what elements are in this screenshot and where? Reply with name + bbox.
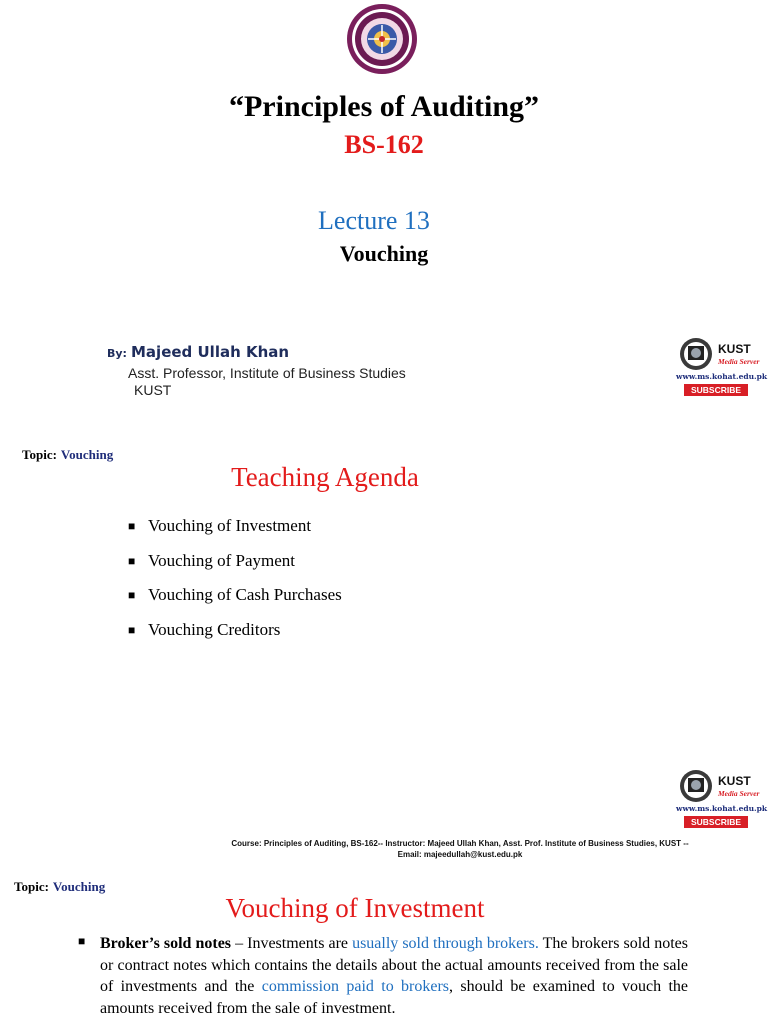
bullet-icon: ■ — [128, 553, 136, 568]
media-logo-tagline: Media Server — [718, 357, 760, 366]
by-label: By: — [107, 347, 127, 360]
section-heading: Vouching of Investment — [225, 893, 485, 923]
media-logo-name: KUST — [718, 342, 751, 356]
author-institution: KUST — [134, 382, 172, 398]
media-logo-name: KUST — [718, 774, 751, 788]
footer-email-line: Email: majeedullah@kust.edu.pk — [397, 850, 523, 859]
course-code: BS-162 — [344, 130, 424, 159]
topic-value: Vouching — [60, 447, 114, 462]
bullet-icon: ■ — [78, 934, 86, 948]
author-role: Asst. Professor, Institute of Business Studies — [128, 365, 406, 381]
agenda-heading: Teaching Agenda — [231, 462, 419, 492]
agenda-list — [128, 516, 342, 654]
media-logo-tagline: Media Server — [718, 789, 760, 798]
kust-media-server-logo — [676, 768, 766, 832]
list-item: ■ Vouching of Cash Purchases — [128, 585, 342, 604]
bullet-icon: ■ — [128, 588, 136, 602]
topic-label: Topic: — [14, 879, 49, 894]
lecture-subtitle: Vouching — [339, 241, 429, 266]
topic-value: Vouching — [52, 879, 106, 894]
university-seal-logo — [344, 3, 420, 75]
presentation-title: “Principles of Auditing” — [228, 90, 540, 123]
subscribe-button[interactable]: SUBSCRIBE — [684, 816, 748, 828]
lecture-number: Lecture 13 — [318, 206, 430, 235]
bullet-icon: ■ — [128, 519, 136, 533]
media-logo-url: www.ms.kohat.edu.pk — [676, 372, 768, 381]
highlight-text: usually sold through brokers. — [352, 935, 539, 952]
bullet-icon: ■ — [128, 622, 136, 637]
author-name: Majeed Ullah Khan — [131, 343, 290, 361]
list-item: ■ Vouching Creditors — [128, 619, 281, 639]
slide-footer — [200, 838, 720, 860]
highlight-text: commission paid to brokers — [261, 978, 450, 995]
footer-course-line: Course: Principles of Auditing, BS-162-- Instructor: Majeed Ullah Khan, Asst. Prof. Institute of Business Studies, KUST -- — [231, 839, 689, 848]
media-logo-url: www.ms.kohat.edu.pk — [676, 804, 768, 813]
kust-media-server-logo — [676, 336, 766, 400]
list-item: ■ Vouching of Payment — [128, 550, 296, 570]
list-item: ■ Vouching of Investment — [128, 516, 312, 535]
topic-label: Topic: — [22, 447, 57, 462]
subscribe-button[interactable]: SUBSCRIBE — [684, 384, 748, 396]
bullet-lead: Broker’s sold notes — [100, 935, 232, 952]
paragraph-brokers-sold-notes: Broker’s sold notes – Investments are usually sold through brokers. The brokers sold notes or contract notes which contains the details about the actual amounts received from the sale of investments and the commission paid to brokers, should be examined to vouch the amounts received from the sale of investment. — [100, 935, 689, 1017]
